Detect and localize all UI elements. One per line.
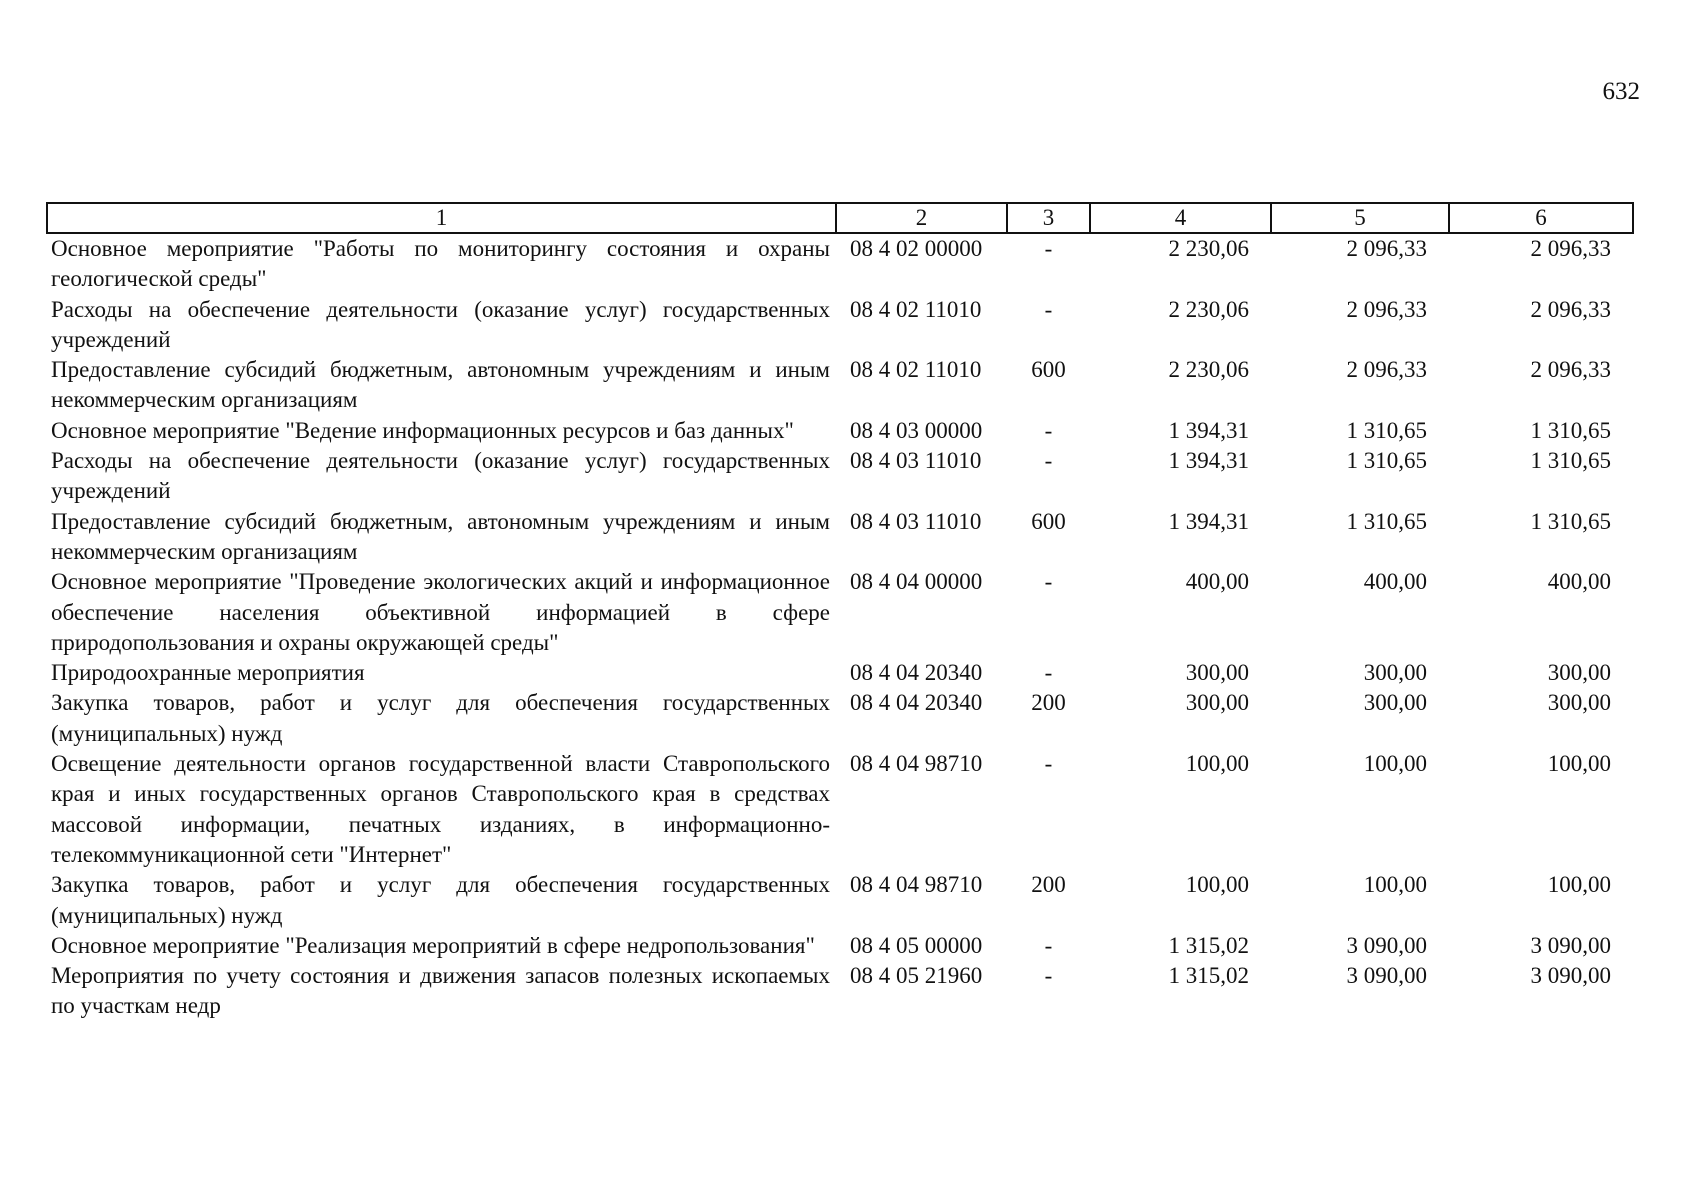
column-header-3: 3 bbox=[1007, 203, 1090, 233]
table-row bbox=[47, 567, 1633, 658]
row-value-col4: 1 315,02 bbox=[1168, 932, 1249, 958]
row-value-col4: 2 230,06 bbox=[1168, 357, 1249, 383]
column-header-5: 5 bbox=[1271, 203, 1449, 233]
row-target-code: 08 4 02 00000 bbox=[850, 236, 983, 261]
table-row bbox=[47, 416, 1633, 446]
row-description: Предоставление субсидий бюджетным, автономным учреждениям и иным некоммерческим организациям bbox=[51, 357, 830, 413]
row-value-col6: 100,00 bbox=[1547, 751, 1611, 777]
row-value-col6: 100,00 bbox=[1547, 872, 1611, 898]
row-value-col5: 300,00 bbox=[1363, 660, 1427, 686]
page-number: 632 bbox=[1602, 78, 1640, 105]
row-expense-type: 600 bbox=[1031, 508, 1066, 534]
row-value-col6: 2 096,33 bbox=[1530, 236, 1611, 261]
table-row bbox=[47, 688, 1633, 749]
row-value-col5: 1 310,65 bbox=[1346, 448, 1427, 474]
row-value-col5: 2 096,33 bbox=[1346, 357, 1427, 383]
row-value-col5: 3 090,00 bbox=[1346, 932, 1427, 958]
row-target-code: 08 4 05 21960 bbox=[850, 963, 983, 989]
row-value-col5: 1 310,65 bbox=[1346, 508, 1427, 534]
table-row bbox=[47, 931, 1633, 961]
row-expense-type: - bbox=[1044, 932, 1053, 958]
row-value-col5: 100,00 bbox=[1363, 872, 1427, 898]
row-value-col4: 300,00 bbox=[1185, 660, 1249, 686]
row-value-col5: 300,00 bbox=[1363, 690, 1427, 716]
row-value-col4: 2 230,06 bbox=[1168, 236, 1249, 261]
row-value-col4: 100,00 bbox=[1185, 872, 1249, 898]
row-target-code: 08 4 04 20340 bbox=[850, 660, 983, 686]
row-value-col6: 300,00 bbox=[1547, 690, 1611, 716]
row-value-col5: 100,00 bbox=[1363, 751, 1427, 777]
table-body bbox=[47, 233, 1633, 1022]
row-value-col5: 400,00 bbox=[1363, 569, 1427, 595]
row-description: Основное мероприятие "Проведение экологических акций и информационное обеспечение населения объективной информацией в сфере природопользования и охраны окружающей среды" bbox=[51, 569, 830, 655]
row-value-col6: 300,00 bbox=[1547, 660, 1611, 686]
row-value-col6: 1 310,65 bbox=[1530, 448, 1611, 474]
row-target-code: 08 4 04 00000 bbox=[850, 569, 983, 595]
row-target-code: 08 4 03 11010 bbox=[850, 448, 982, 474]
row-expense-type: - bbox=[1044, 569, 1053, 595]
table-row bbox=[47, 507, 1633, 568]
column-header-1: 1 bbox=[47, 203, 836, 233]
row-value-col6: 1 310,65 bbox=[1530, 417, 1611, 443]
row-value-col4: 2 230,06 bbox=[1168, 296, 1249, 322]
row-value-col6: 400,00 bbox=[1547, 569, 1611, 595]
column-header-4: 4 bbox=[1090, 203, 1271, 233]
table-header bbox=[47, 203, 1633, 233]
row-description: Предоставление субсидий бюджетным, автономным учреждениям и иным некоммерческим организациям bbox=[51, 508, 830, 564]
table-row bbox=[47, 870, 1633, 931]
column-header-2: 2 bbox=[836, 203, 1007, 233]
row-value-col4: 100,00 bbox=[1185, 751, 1249, 777]
table-row bbox=[47, 295, 1633, 356]
row-value-col6: 3 090,00 bbox=[1530, 932, 1611, 958]
row-target-code: 08 4 03 00000 bbox=[850, 417, 983, 443]
row-description: Основное мероприятие "Реализация мероприятий в сфере недропользования" bbox=[51, 932, 815, 958]
row-value-col4: 1 394,31 bbox=[1168, 448, 1249, 474]
row-description: Закупка товаров, работ и услуг для обеспечения государственных (муниципальных) нужд bbox=[51, 872, 830, 928]
row-description: Мероприятия по учету состояния и движения запасов полезных ископаемых по участкам недр bbox=[51, 963, 830, 1019]
column-header-6: 6 bbox=[1449, 203, 1633, 233]
row-value-col5: 2 096,33 bbox=[1346, 236, 1427, 261]
table-row bbox=[47, 446, 1633, 507]
row-expense-type: - bbox=[1044, 236, 1053, 261]
row-target-code: 08 4 04 98710 bbox=[850, 872, 983, 898]
row-value-col5: 2 096,33 bbox=[1346, 296, 1427, 322]
row-target-code: 08 4 02 11010 bbox=[850, 357, 982, 383]
row-target-code: 08 4 04 20340 bbox=[850, 690, 983, 716]
row-expense-type: - bbox=[1044, 417, 1053, 443]
row-expense-type: - bbox=[1044, 660, 1053, 686]
row-value-col6: 1 310,65 bbox=[1530, 508, 1611, 534]
row-value-col4: 1 394,31 bbox=[1168, 508, 1249, 534]
row-expense-type: 200 bbox=[1031, 690, 1066, 716]
row-value-col6: 2 096,33 bbox=[1530, 296, 1611, 322]
row-description: Природоохранные мероприятия bbox=[51, 660, 365, 686]
row-value-col6: 3 090,00 bbox=[1530, 963, 1611, 989]
row-expense-type: - bbox=[1044, 448, 1053, 474]
row-expense-type: - bbox=[1044, 963, 1053, 989]
row-target-code: 08 4 03 11010 bbox=[850, 508, 982, 534]
table-row bbox=[47, 233, 1633, 295]
row-description: Расходы на обеспечение деятельности (оказание услуг) государственных учреждений bbox=[51, 296, 830, 352]
budget-table bbox=[46, 202, 1634, 1022]
table-row bbox=[47, 749, 1633, 870]
row-expense-type: 200 bbox=[1031, 872, 1066, 898]
row-description: Основное мероприятие "Ведение информационных ресурсов и баз данных" bbox=[51, 417, 794, 443]
row-description: Расходы на обеспечение деятельности (оказание услуг) государственных учреждений bbox=[51, 448, 830, 504]
row-expense-type: - bbox=[1044, 751, 1053, 777]
row-expense-type: 600 bbox=[1031, 357, 1066, 383]
row-value-col5: 1 310,65 bbox=[1346, 417, 1427, 443]
row-value-col4: 1 394,31 bbox=[1168, 417, 1249, 443]
row-value-col6: 2 096,33 bbox=[1530, 357, 1611, 383]
row-target-code: 08 4 05 00000 bbox=[850, 932, 983, 958]
row-expense-type: - bbox=[1044, 296, 1053, 322]
row-description: Основное мероприятие "Работы по мониторингу состояния и охраны геологической среды" bbox=[51, 236, 830, 292]
row-value-col5: 3 090,00 bbox=[1346, 963, 1427, 989]
row-target-code: 08 4 02 11010 bbox=[850, 296, 982, 322]
table-row bbox=[47, 355, 1633, 416]
row-description: Закупка товаров, работ и услуг для обеспечения государственных (муниципальных) нужд bbox=[51, 690, 830, 746]
row-target-code: 08 4 04 98710 bbox=[850, 751, 983, 777]
row-value-col4: 400,00 bbox=[1185, 569, 1249, 595]
row-value-col4: 300,00 bbox=[1185, 690, 1249, 716]
table-row bbox=[47, 658, 1633, 688]
table-row bbox=[47, 961, 1633, 1022]
row-value-col4: 1 315,02 bbox=[1168, 963, 1249, 989]
row-description: Освещение деятельности органов государственной власти Ставропольского края и иных государственных органов Ставропольского края в средствах массовой информации, печатных изданиях, в информационно-телекоммуникационной сети "Интернет" bbox=[51, 751, 830, 867]
